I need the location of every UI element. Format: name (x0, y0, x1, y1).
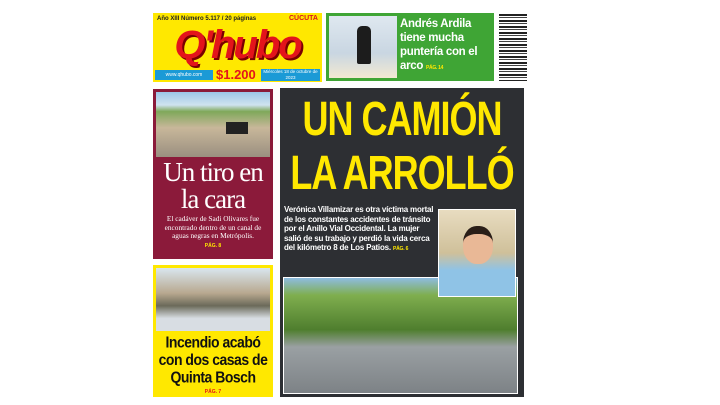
main-headline (280, 92, 524, 200)
story-headline: Incendio acabó con dos casas de Quinta Bosch (158, 333, 268, 386)
culvert (226, 122, 248, 134)
issue-info: Año XIII Número 5.117 / 20 páginas (157, 16, 257, 22)
burned-house-photo (156, 268, 270, 331)
masthead (153, 13, 322, 82)
canal-photo (156, 92, 270, 157)
archer-photo (329, 16, 397, 78)
page-ref: PÁG. 6 (392, 246, 409, 252)
summary-text: El cadáver de Sadi Olivares fue encontrado dentro de un canal de aguas negras en Metrópolis. (164, 214, 262, 241)
lede-text: Verónica Villamizar es otra víctima mortal de los constantes accidentes de tránsito por el Anillo Vial Occidental. La mujer salió de su trabajo y perdió la vida cerca del kilómetro 8 de Los Patios. (284, 205, 434, 252)
website: www.qhubo.com (155, 70, 213, 80)
face (463, 226, 493, 264)
sports-teaser[interactable] (326, 13, 494, 81)
story-summary (157, 215, 269, 250)
page-ref: PÁG. 7 (204, 389, 222, 395)
story-fire[interactable] (153, 265, 273, 397)
barcode (499, 14, 527, 81)
price: $1.200 (216, 67, 256, 82)
sports-headline-text: Andrés Ardila tiene mucha puntería con el arco (400, 18, 478, 72)
page-ref: PÁG. 8 (204, 242, 222, 249)
story-headline: Un tiro en la cara (163, 157, 263, 214)
victim-portrait (438, 209, 516, 297)
story-shooting[interactable] (153, 89, 273, 259)
sports-headline (400, 17, 492, 75)
issue-date: Miércoles 18 de octubre de 2023 (261, 69, 320, 81)
edition-city: CÚCUTA (288, 15, 318, 22)
main-lede (284, 205, 436, 255)
main-headline-line: UN CAMIÓN (302, 90, 502, 146)
main-story[interactable] (280, 88, 524, 397)
newspaper-logo: Q'hubo (174, 23, 301, 67)
main-headline-line: LA ARROLLÓ (290, 144, 514, 200)
page-ref: PÁG. 14 (426, 65, 444, 71)
athlete-figure (357, 26, 371, 64)
